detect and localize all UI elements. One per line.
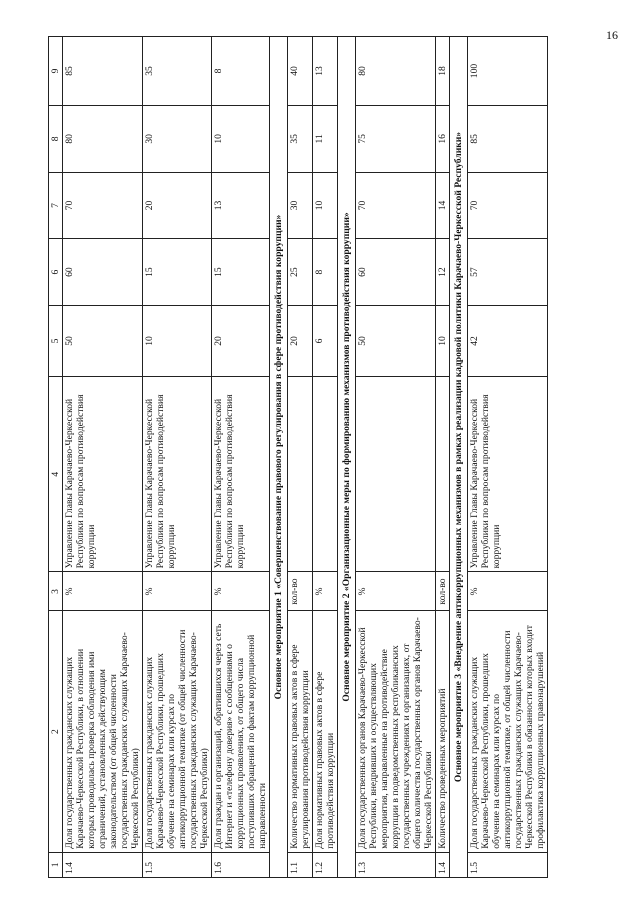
unit-cell: % [468,572,548,611]
responsible-cell [356,377,436,572]
value-cell: 30 [143,106,212,173]
indicator-name: Доля государственных гражданских служащих Карачаево-Черкесской Республики, в отношении которых проводилась проверка соблюдения ими ограничений, установленных действующим законодательством (от общей численности государственных гражданских служащих Карачаево-Черкесской Республики) [63,611,143,852]
value-cell: 15 [143,239,212,306]
indicator-name: Количество нормативных правовых актов в сфере регулирования противодействия коррупции [288,611,313,852]
row-number: 1.5 [143,852,212,877]
value-cell: 70 [63,172,143,239]
header-row [49,37,63,878]
value-cell: 14 [436,172,450,239]
value-cell: 13 [212,172,270,239]
row-number: 1.4 [63,852,143,877]
value-cell: 60 [63,239,143,306]
rotated-page [48,36,611,878]
table-row [313,37,338,878]
value-cell: 18 [436,37,450,106]
value-cell: 10 [143,305,212,376]
unit-cell: % [356,572,436,611]
responsible-cell: Управление Главы Карачаево-Черкесской Республики по вопросам противодействия коррупции [212,377,270,572]
value-cell: 60 [356,239,436,306]
unit-cell: % [63,572,143,611]
header-cell: 7 [49,172,63,239]
section-title: Основное мероприятие 1 «Совершенствование правового регулирования в сфере противодействия коррупции» [270,37,288,878]
value-cell: 100 [468,37,548,106]
value-cell: 50 [63,305,143,376]
responsible-cell: Управление Главы Карачаево-Черкесской Республики по вопросам противодействия коррупции [63,377,143,572]
unit-cell: кол-во [288,572,313,611]
value-cell: 15 [212,239,270,306]
table-row [288,37,313,878]
value-cell: 20 [212,305,270,376]
indicator-name: Доля граждан и организаций, обратившихся через сеть Интернет и «телефону доверия» с сообщениями о коррупционных проявлениях, от общего числа поступивших обращений по фактам коррупционной направленности [212,611,270,852]
header-cell: 5 [49,305,63,376]
value-cell: 8 [313,239,338,306]
value-cell: 11 [313,106,338,173]
header-cell: 2 [49,611,63,852]
section-title-row [270,37,288,878]
row-number: 1.1 [288,852,313,877]
table-row [468,37,548,878]
indicator-table [48,36,548,878]
row-number: 1.3 [356,852,436,877]
header-cell: 6 [49,239,63,306]
value-cell: 30 [288,172,313,239]
responsible-cell: Управление Главы Карачаево-Черкесской Республики по вопросам противодействия коррупции [468,377,548,572]
value-cell: 20 [143,172,212,239]
header-cell: 9 [49,37,63,106]
row-number: 1.5 [468,852,548,877]
table-row [63,37,143,878]
indicator-name: Количество проведенных мероприятий [436,611,450,852]
unit-cell: % [313,572,338,611]
header-cell: 1 [49,852,63,877]
page-number: 16 [606,28,618,42]
unit-cell: кол-во [436,572,450,611]
section-title: Основное мероприятие 2 «Организационные меры по формированию механизмов противодействия коррупции» [338,37,356,878]
unit-cell: % [143,572,212,611]
value-cell: 75 [356,106,436,173]
table-row [143,37,212,878]
table-row [436,37,450,878]
unit-cell: % [212,572,270,611]
value-cell: 8 [212,37,270,106]
section-title-row [450,37,468,878]
value-cell: 40 [288,37,313,106]
header-cell: 8 [49,106,63,173]
indicator-name: Доля государственных органов Карачаево-Черкесской Республики, внедривших и осуществляющих мероприятия, направленные на противодействие коррупции в подведомственных республиканских государственных учреждениях и организациях, от общего количества государственных органов Карачаево-Черкесской Республики [356,611,436,852]
responsible-cell: Управление Главы Карачаево-Черкесской Республики по вопросам противодействия коррупции [143,377,212,572]
section-title-row [338,37,356,878]
value-cell: 35 [143,37,212,106]
value-cell: 16 [436,106,450,173]
value-cell: 70 [468,172,548,239]
header-cell: 3 [49,572,63,611]
value-cell: 50 [356,305,436,376]
value-cell: 25 [288,239,313,306]
value-cell: 80 [356,37,436,106]
table-row [212,37,270,878]
table-body [63,37,548,878]
value-cell: 57 [468,239,548,306]
value-cell: 42 [468,305,548,376]
indicator-name: Доля государственных гражданских служащих Карачаево-Черкесской Республики, прошедших обучение на семинарах или курсах по антикоррупционной тематике (от общей численности государственных гражданских служащих Карачаево-Черкесской Республики) [143,611,212,852]
row-number: 1.6 [212,852,270,877]
row-number: 1.2 [313,852,338,877]
indicator-name: Доля государственных гражданских служащих Карачаево-Черкесской Республики, прошедших обучение на семинарах или курсах по антикоррупционной тематике, от общей численности государственных гражданских служащих Карачаево-Черкесской Республики в обязанности которых входит профилактика коррупционных правонарушений [468,611,548,852]
responsible-cell [436,377,450,572]
row-number: 1.4 [436,852,450,877]
value-cell: 35 [288,106,313,173]
value-cell: 13 [313,37,338,106]
section-title: Основное мероприятие 3 «Внедрение антикоррупционных механизмов в рамках реализации кадровой политики Карачаево-Черкесской Республики» [450,37,468,878]
value-cell: 10 [313,172,338,239]
value-cell: 20 [288,305,313,376]
indicator-name: Доля нормативных правовых актов в сфере противодействия коррупции [313,611,338,852]
value-cell: 80 [63,106,143,173]
value-cell: 85 [468,106,548,173]
value-cell: 10 [212,106,270,173]
responsible-cell [313,377,338,572]
value-cell: 85 [63,37,143,106]
value-cell: 6 [313,305,338,376]
value-cell: 12 [436,239,450,306]
value-cell: 10 [436,305,450,376]
header-cell: 4 [49,377,63,572]
value-cell: 70 [356,172,436,239]
responsible-cell [288,377,313,572]
table-row [356,37,436,878]
